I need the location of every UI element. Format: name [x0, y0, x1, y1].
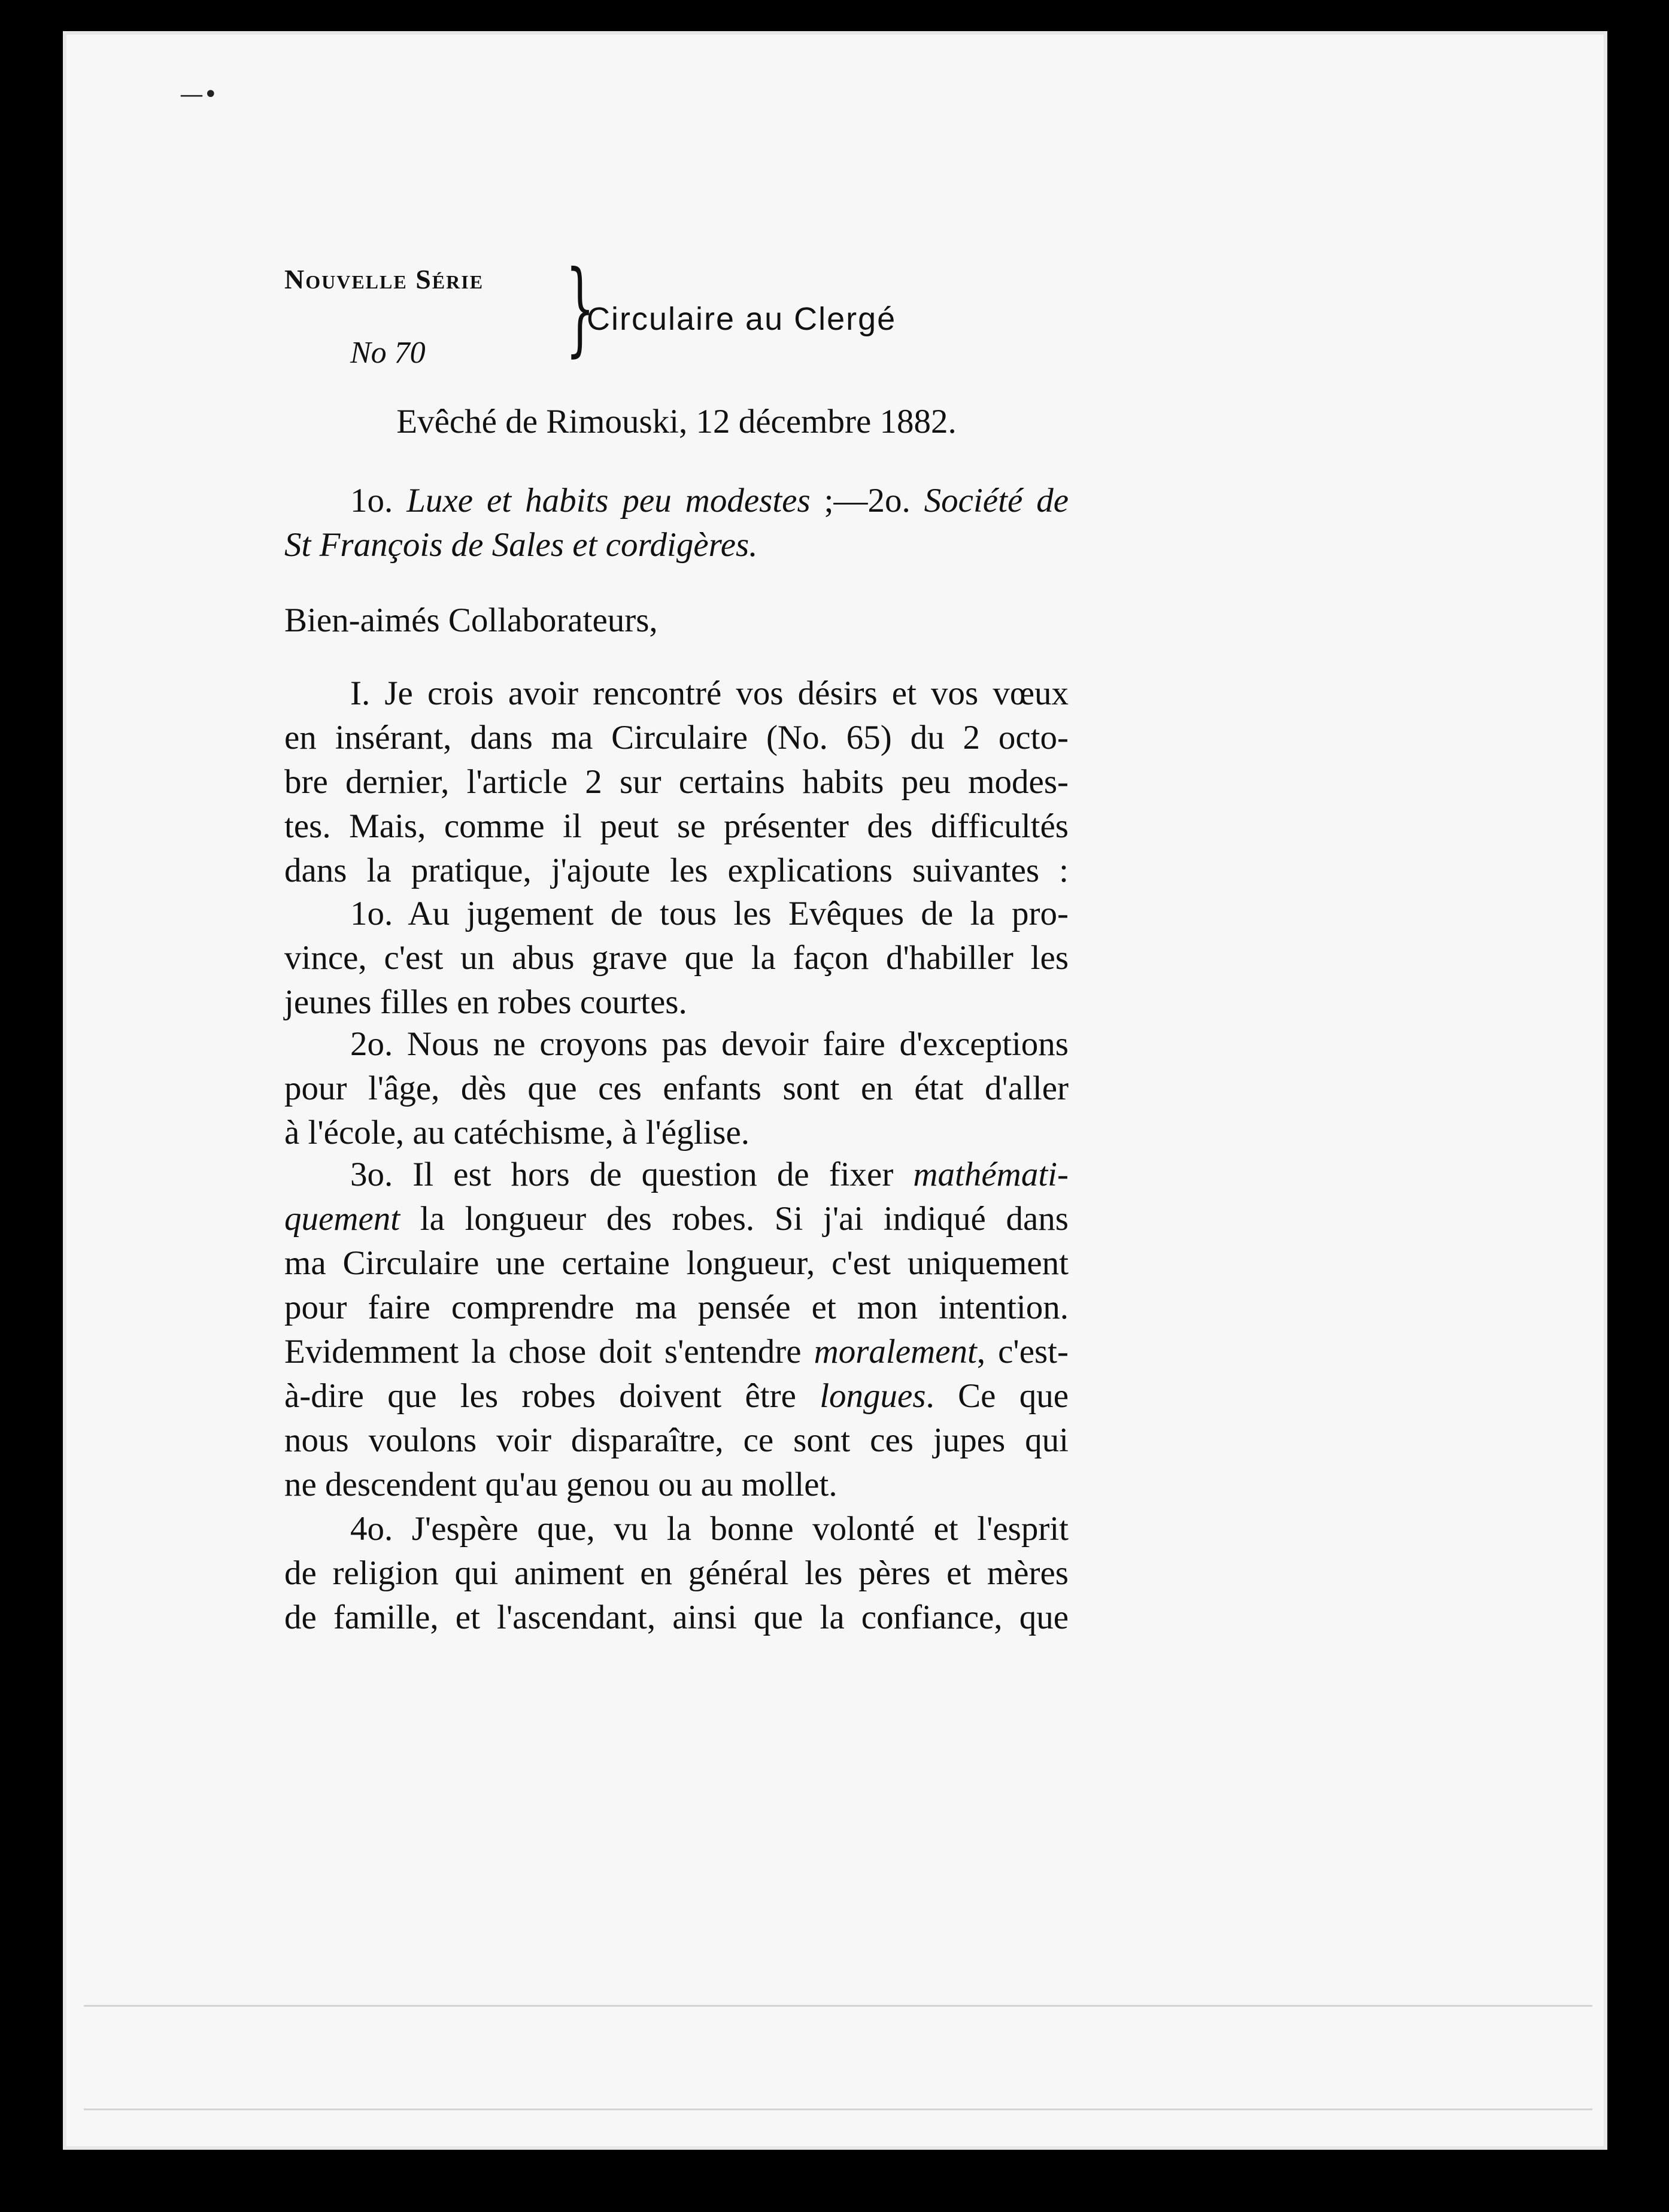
- paragraph-line: tes. Mais, comme il peut se présenter des difficultés: [284, 807, 1069, 845]
- paragraph-4: [284, 1153, 1069, 1507]
- paragraph-text: à-dire que les robes doivent être: [284, 1377, 820, 1415]
- paragraph-italic: mathémati-: [913, 1156, 1069, 1193]
- circular-title: Circulaire au Clergé: [587, 301, 897, 337]
- paragraph-line: nous voulons voir disparaître, ce sont ces jupes qui: [284, 1421, 1069, 1459]
- subject-topic-1: Luxe et habits peu modestes: [406, 482, 811, 519]
- paragraph-line: en insérant, dans ma Circulaire (No. 65) du 2 octo-: [284, 719, 1069, 756]
- paragraph-text: 3o. Il est hors de question de fixer: [350, 1156, 914, 1193]
- paragraph-text: . Ce que: [925, 1377, 1069, 1415]
- paragraph-line: 1o. Au jugement de tous les Evêques de la pro-: [350, 895, 1069, 932]
- paragraph-line: 2o. Nous ne croyons pas devoir faire d'exceptions: [350, 1025, 1069, 1063]
- paragraph-line: bre dernier, l'article 2 sur certains habits peu modes-: [284, 763, 1069, 801]
- corner-mark: —•: [180, 81, 218, 108]
- paragraph-line: jeunes filles en robes courtes.: [284, 983, 687, 1021]
- paragraph-line: dans la pratique, j'ajoute les explications suivantes :: [284, 852, 1069, 889]
- lower-page-edge: [84, 2005, 1592, 2110]
- paragraph-5: [284, 1507, 1069, 1640]
- paragraph-line: ne descendent qu'au genou ou au mollet.: [284, 1466, 837, 1503]
- dateline: Evêché de Rimouski, 12 décembre 1882.: [396, 403, 957, 440]
- paragraph-3: [284, 1022, 1069, 1155]
- subject-separator: ;—2o.: [824, 482, 911, 519]
- paragraph-line: 4o. J'espère que, vu la bonne volonté et l'esprit: [350, 1510, 1069, 1548]
- paragraph-2: [284, 892, 1069, 1025]
- paragraph-line: I. Je crois avoir rencontré vos désirs et vos vœux: [350, 674, 1069, 712]
- paragraph-text: la longueur des robes. Si j'ai indiqué dans: [400, 1200, 1069, 1238]
- paragraph-italic: longues: [820, 1377, 926, 1415]
- subject-block: [284, 479, 1069, 567]
- circular-header: [284, 249, 1063, 383]
- series-label: Nouvelle Série: [284, 264, 484, 294]
- paragraph-line: pour l'âge, dès que ces enfants sont en état d'aller: [284, 1069, 1069, 1107]
- paragraph-line: pour faire comprendre ma pensée et mon intention.: [284, 1289, 1069, 1326]
- circular-number: No 70: [350, 336, 426, 370]
- subject-topic-2-end: St François de Sales et cordigères.: [284, 526, 758, 564]
- subject-topic-2-start: Société de: [924, 482, 1069, 519]
- paragraph-italic: moralement: [814, 1333, 977, 1371]
- paragraph-line: vince, c'est un abus grave que la façon d'habiller les: [284, 939, 1069, 977]
- paragraph-italic: quement: [284, 1200, 400, 1238]
- header-brace: }: [565, 249, 595, 367]
- paragraph-line: ma Circulaire une certaine longueur, c'est uniquement: [284, 1244, 1069, 1282]
- salutation: Bien-aimés Collaborateurs,: [284, 601, 658, 639]
- paragraph-text: Evidemment la chose doit s'entendre: [284, 1333, 814, 1371]
- subject-lead: 1o.: [350, 482, 393, 519]
- paragraph-1: [284, 672, 1069, 893]
- paragraph-line: de famille, et l'ascendant, ainsi que la confiance, que: [284, 1599, 1069, 1636]
- paragraph-text: , c'est-: [976, 1333, 1069, 1371]
- paragraph-line: à l'école, au catéchisme, à l'église.: [284, 1114, 749, 1151]
- paragraph-line: de religion qui animent en général les pères et mères: [284, 1554, 1069, 1592]
